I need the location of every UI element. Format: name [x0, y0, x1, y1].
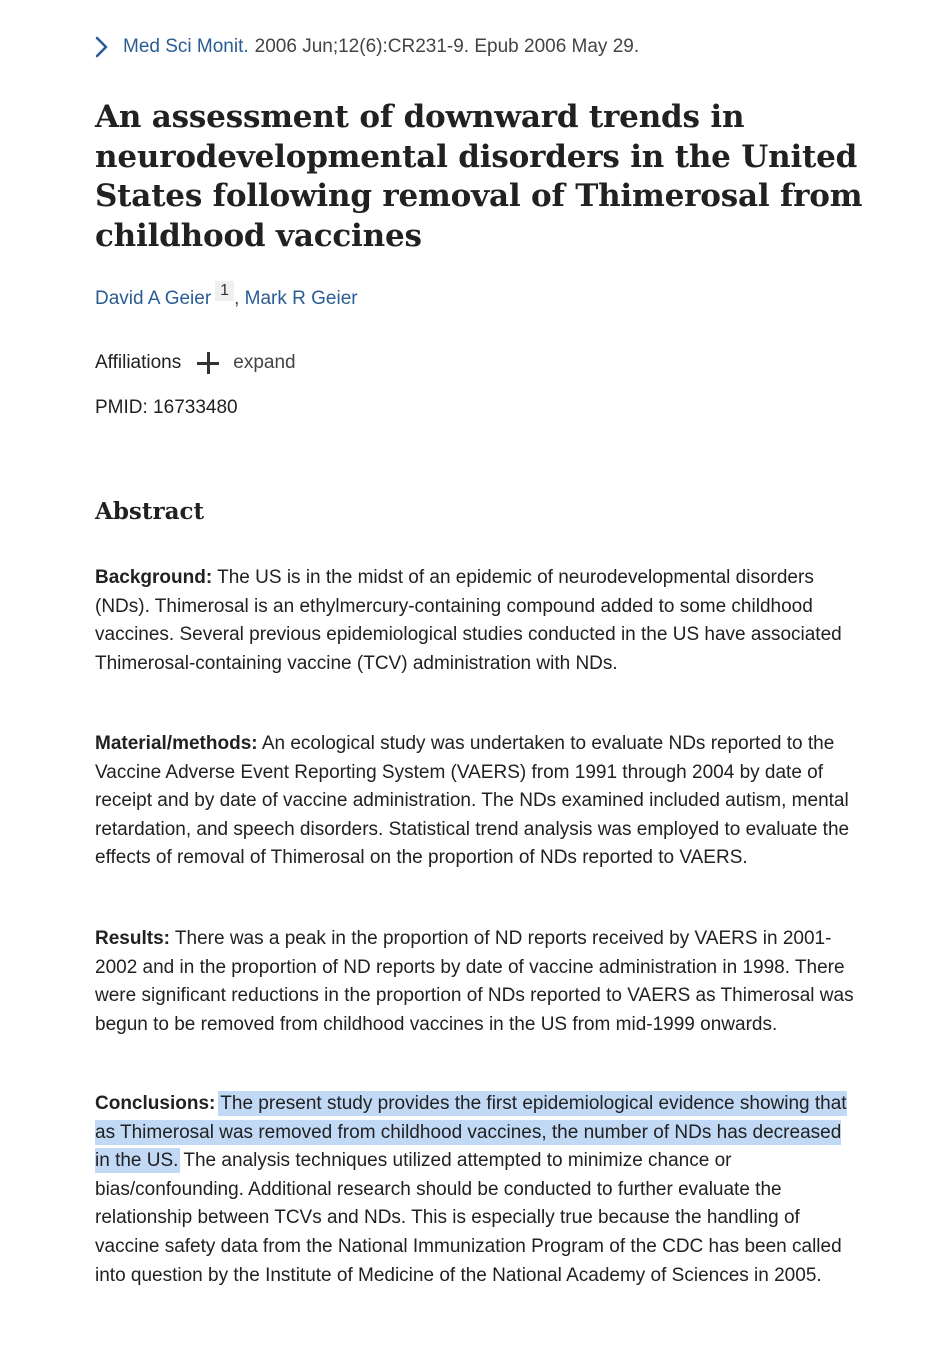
chevron-right-icon[interactable] — [91, 34, 113, 60]
journal-link[interactable]: Med Sci Monit. — [123, 36, 249, 57]
abstract-conclusions — [95, 1090, 855, 1290]
affiliations-row — [95, 352, 296, 374]
author-link-david-geier[interactable]: David A Geier — [95, 288, 212, 309]
conclusions-text: The analysis techniques utilized attempted to minimize chance or bias/confounding. Additional research should be conducted to further evaluate the relationship between TCVs and NDs. This is especially true because the handling of vaccine safety data from the National Immunization Program of the CDC has been called into question by the Institute of Medicine of the National Academy of Sciences in 2005. — [95, 1150, 842, 1286]
abstract-results — [95, 925, 855, 1039]
article-title: An assessment of downward trends in neurodevelopmental disorders in the United States following removal of Thimerosal from childhood vaccines — [95, 99, 863, 254]
pmid: PMID: 16733480 — [95, 397, 238, 418]
citation-details: 2006 Jun;12(6):CR231-9. Epub 2006 May 29. — [254, 36, 640, 57]
results-label: Results: — [95, 928, 170, 949]
plus-icon — [197, 352, 219, 374]
affiliations-label: Affiliations — [95, 352, 182, 373]
affiliation-superscript[interactable]: 1 — [215, 281, 234, 301]
citation-line — [95, 34, 639, 60]
methods-text: An ecological study was undertaken to evaluate NDs reported to the Vaccine Adverse Event Reporting System (VAERS) from 1991 through 2004 by date of receipt and by date of vaccine administration. The NDs examined included autism, mental retardation, and speech disorders. Statistical trend analysis was employed to evaluate the effects of removal of Thimerosal on the proportion of NDs reported to VAERS. — [95, 733, 850, 869]
expand-label: expand — [233, 352, 296, 373]
author-link-mark-geier[interactable]: Mark R Geier — [244, 288, 358, 309]
methods-label: Material/methods: — [95, 733, 258, 754]
abstract-background — [95, 564, 855, 678]
abstract-heading: Abstract — [95, 498, 205, 525]
author-list — [95, 282, 358, 310]
highlighted-selection[interactable]: The present study provides the first epidemiological evidence showing that as Thimerosal was removed from childhood vaccines, the number of NDs has decreased in the US. — [95, 1093, 847, 1172]
author-separator: , — [234, 288, 240, 309]
conclusions-label: Conclusions: — [95, 1093, 216, 1114]
results-text: There was a peak in the proportion of ND reports received by VAERS in 2001-2002 and in the proportion of ND reports by date of vaccine administration in 1998. There were significant reductions in the proportion of NDs reported to VAERS as Thimerosal was begun to be removed from childhood vaccines in the US from mid-1999 onwards. — [95, 928, 854, 1035]
affiliations-expand-button[interactable] — [197, 352, 295, 374]
background-label: Background: — [95, 567, 213, 588]
background-text: The US is in the midst of an epidemic of neurodevelopmental disorders (NDs). Thimerosal is an ethylmercury-containing compound added to some childhood vaccines. Several previous epidemiological studies conducted in the US have associated Thimerosal-containing vaccine (TCV) administration with NDs. — [95, 567, 842, 674]
abstract-methods — [95, 730, 855, 873]
